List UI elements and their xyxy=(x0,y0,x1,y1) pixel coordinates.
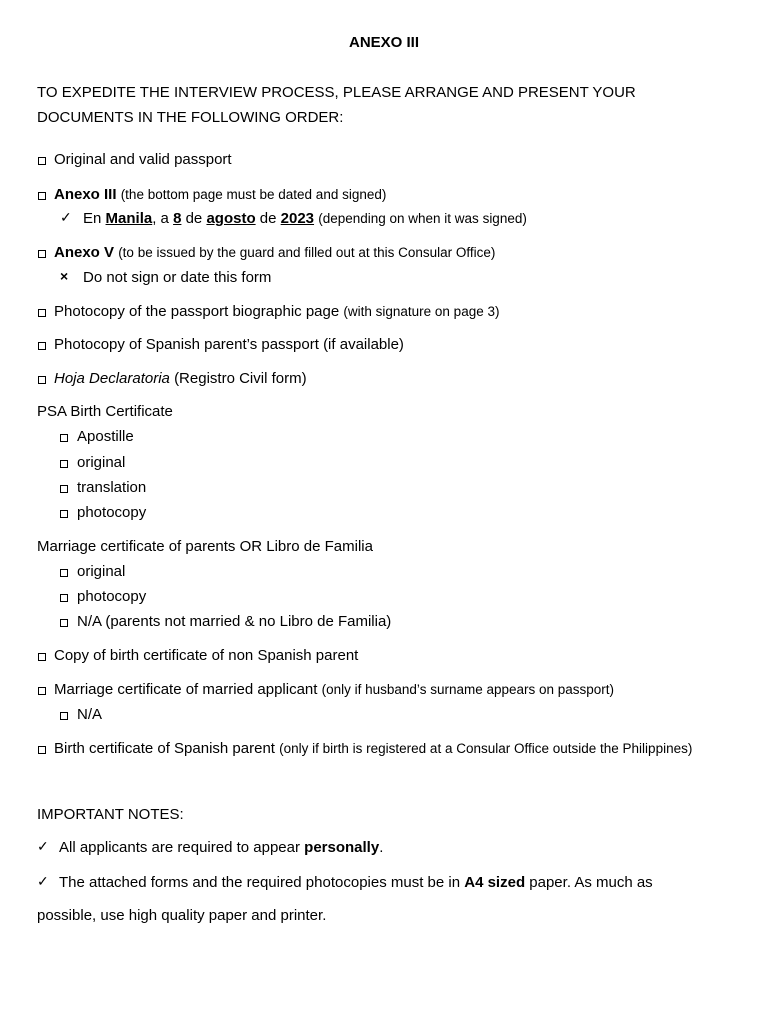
checkbox-icon xyxy=(60,594,68,602)
item-anexo3 xyxy=(54,186,386,204)
checkbox-icon xyxy=(38,746,46,754)
married-applicant-note: (only if husband’s surname appears on passport) xyxy=(321,682,615,697)
marriage-sub-photocopy: photocopy xyxy=(77,588,147,605)
checkbox-icon xyxy=(38,687,46,695)
item-anexo5 xyxy=(54,244,495,262)
note-1-bold: personally xyxy=(304,839,380,856)
date-en: En xyxy=(83,210,102,227)
psa-sub-apostille: Apostille xyxy=(77,428,134,445)
checkbox-icon xyxy=(38,157,46,165)
psa-sub-original: original xyxy=(77,454,126,471)
item-biopage xyxy=(54,303,499,321)
date-note: (depending on when it was signed) xyxy=(318,211,527,226)
date-a: , a xyxy=(152,210,169,227)
checkbox-icon xyxy=(60,510,68,518)
item-anexo3-date xyxy=(83,210,527,228)
intro-line-2: DOCUMENTS IN THE FOLLOWING ORDER: xyxy=(37,109,344,126)
note-1-post: . xyxy=(379,839,384,856)
married-sub-na: N/A xyxy=(77,706,103,723)
spanish-birth-note: (only if birth is registered at a Consular Office outside the Philippines) xyxy=(279,741,693,756)
biopage-text: Photocopy of the passport biographic page xyxy=(54,303,340,320)
item-parent-passport: Photocopy of Spanish parent’s passport (if available) xyxy=(54,336,404,353)
married-applicant-text: Marriage certificate of married applicant xyxy=(54,681,318,698)
note-2-pre: The attached forms and the required photocopies must be in xyxy=(59,874,461,891)
check-icon: ✓ xyxy=(37,873,49,889)
anexo3-label: Anexo III xyxy=(54,186,117,203)
item-spanish-birth xyxy=(54,740,692,758)
date-year: 2023 xyxy=(280,210,315,227)
psa-sub-translation: translation xyxy=(77,479,147,496)
date-day: 8 xyxy=(173,210,182,227)
checkbox-icon xyxy=(60,460,68,468)
note-1-pre: All applicants are required to appear xyxy=(59,839,300,856)
note-2-continued: possible, use high quality paper and printer. xyxy=(37,907,327,924)
checkbox-icon xyxy=(38,653,46,661)
marriage-sub-original: original xyxy=(77,563,126,580)
checkbox-icon xyxy=(38,192,46,200)
note-1 xyxy=(59,839,383,857)
psa-heading: PSA Birth Certificate xyxy=(37,403,173,420)
anexo5-label: Anexo V xyxy=(54,244,115,261)
marriage-sub-na: N/A (parents not married & no Libro de Familia) xyxy=(77,613,392,630)
checkbox-icon xyxy=(38,250,46,258)
date-month: agosto xyxy=(206,210,256,227)
hoja-text: (Registro Civil form) xyxy=(174,370,307,387)
note-2 xyxy=(59,874,653,892)
checkbox-icon xyxy=(60,712,68,720)
anexo3-note: (the bottom page must be dated and signed) xyxy=(120,187,387,202)
marriage-heading: Marriage certificate of parents OR Libro de Familia xyxy=(37,538,373,555)
item-hoja xyxy=(54,370,307,388)
checkbox-icon xyxy=(60,434,68,442)
item-anexo5-sub: Do not sign or date this form xyxy=(83,269,272,286)
check-icon: ✓ xyxy=(60,209,72,225)
notes-heading: IMPORTANT NOTES: xyxy=(37,806,184,823)
intro-line-1: TO EXPEDITE THE INTERVIEW PROCESS, PLEASE ARRANGE AND PRESENT YOUR xyxy=(37,84,636,101)
hoja-italic: Hoja Declaratoria xyxy=(54,370,170,387)
checkbox-icon xyxy=(38,309,46,317)
date-de2: de xyxy=(259,210,277,227)
note-2-post: paper. As much as xyxy=(529,874,653,891)
psa-sub-photocopy: photocopy xyxy=(77,504,147,521)
checkbox-icon xyxy=(60,569,68,577)
page-title: ANEXO III xyxy=(348,34,419,51)
check-icon: ✓ xyxy=(37,838,49,854)
item-passport: Original and valid passport xyxy=(54,151,232,168)
cross-icon: × xyxy=(60,268,69,284)
spanish-birth-text: Birth certificate of Spanish parent xyxy=(54,740,275,757)
biopage-note: (with signature on page 3) xyxy=(343,304,500,319)
note-2-bold: A4 sized xyxy=(464,874,526,891)
item-non-spanish: Copy of birth certificate of non Spanish parent xyxy=(54,647,359,664)
checkbox-icon xyxy=(60,485,68,493)
checkbox-icon xyxy=(38,376,46,384)
date-de1: de xyxy=(185,210,203,227)
checkbox-icon xyxy=(60,619,68,627)
checkbox-icon xyxy=(38,342,46,350)
date-city: Manila xyxy=(105,210,153,227)
anexo5-note: (to be issued by the guard and filled out at this Consular Office) xyxy=(118,245,496,260)
item-married-applicant xyxy=(54,681,614,699)
